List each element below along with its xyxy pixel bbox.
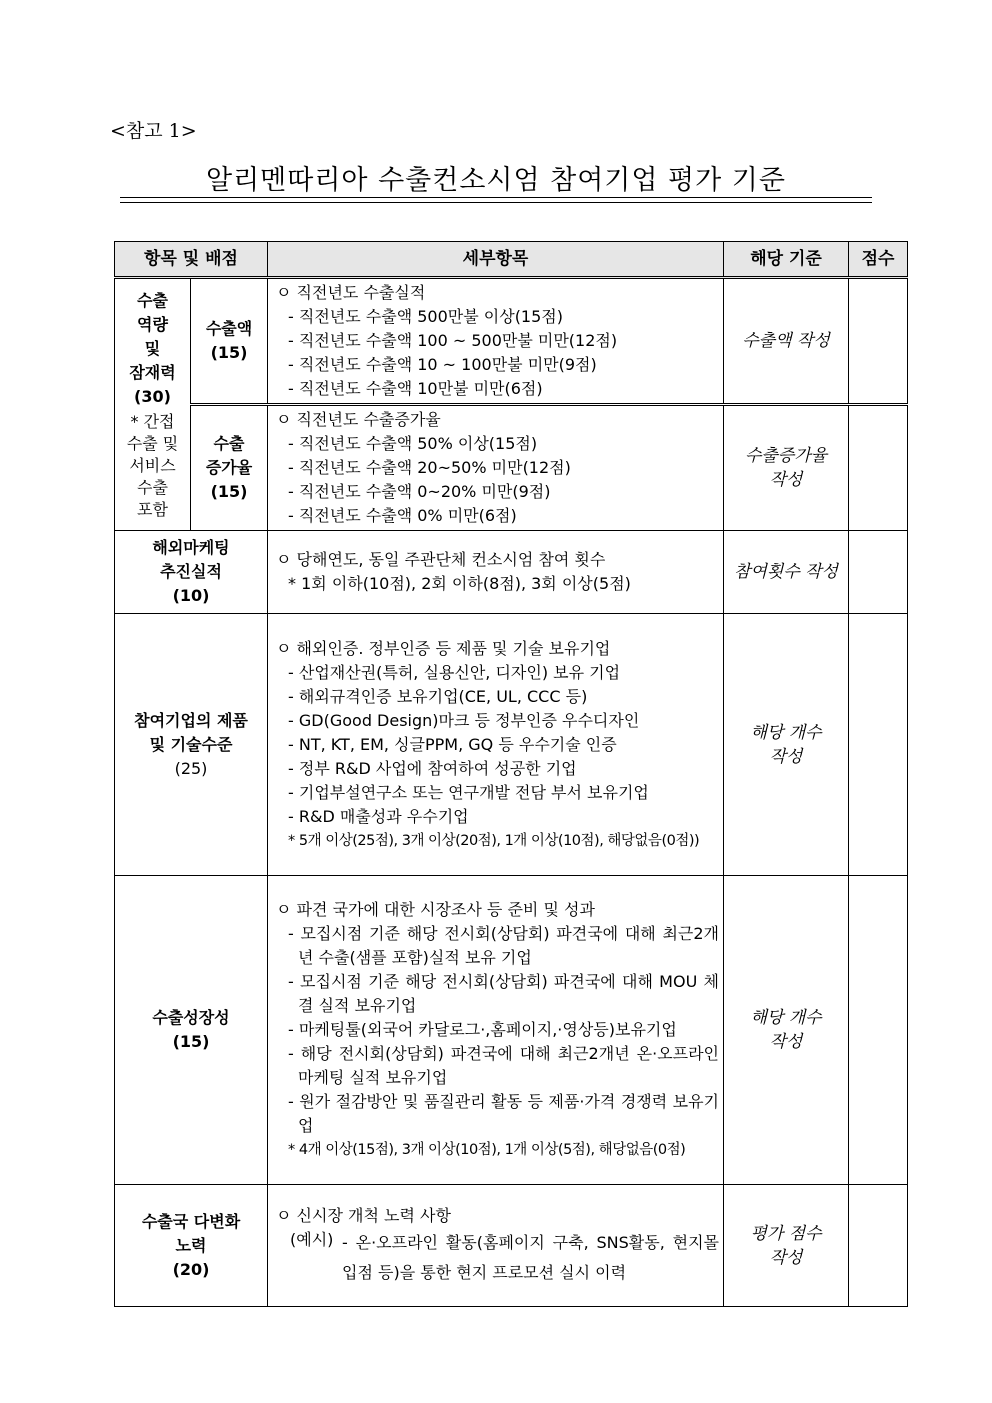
- detail-line: ㅇ 직전년도 수출실적: [276, 283, 426, 302]
- table-header-row: [115, 242, 908, 278]
- group-line: (20): [172, 1259, 210, 1279]
- detail-line: - 해당 전시회(상담회) 파견국에 대해 최근2개년 온·오프라인 마케팅 실적 보유기업: [288, 1044, 720, 1087]
- group-line: 및: [144, 338, 161, 358]
- table-row: [115, 278, 908, 405]
- score-cell[interactable]: [849, 614, 908, 876]
- document-title: 알리멘따리아 수출컨소시엄 참여기업 평가 기준: [206, 165, 786, 196]
- detail-cell: [268, 531, 724, 614]
- detail-line: - 직전년도 수출액 50% 이상(15점): [288, 434, 538, 453]
- sub-line: 수출액: [205, 319, 253, 338]
- group-cell-product-tech: [115, 614, 268, 876]
- detail-line: ㅇ 당해연도, 동일 주관단체 컨소시엄 참여 횟수: [276, 550, 606, 569]
- col-header-criterion: 해당 기준: [724, 242, 849, 278]
- table-row: [115, 531, 908, 614]
- criterion-line: 수출증가율: [744, 446, 828, 466]
- detail-line: - R&D 매출성과 우수기업: [288, 806, 469, 826]
- group-line: 수출: [137, 290, 168, 310]
- detail-line: - 모집시점 기준 해당 전시회(상담회) 파견국에 대해 최근2개년 수출(샘플 포함)실적 보유 기업: [288, 924, 720, 967]
- detail-line: - 직전년도 수출액 10만불 미만(6점): [288, 379, 543, 398]
- detail-line: - 직전년도 수출액 20~50% 미만(12점): [288, 458, 571, 477]
- score-cell[interactable]: [849, 531, 908, 614]
- criterion-line: 작성: [769, 1032, 803, 1052]
- sub-line: (15): [210, 482, 248, 501]
- sub-line: 증가율: [205, 458, 253, 477]
- detail-line: - 산업재산권(특허, 실용신안, 디자인) 보유 기업: [288, 662, 621, 682]
- group-line: 수출성장성: [152, 1008, 230, 1027]
- criterion-cell: [724, 876, 849, 1185]
- detail-cell: [268, 1185, 724, 1307]
- detail-cell: [268, 278, 724, 405]
- group-score: (25): [174, 758, 208, 778]
- criterion-line: 해당 개수: [750, 722, 822, 743]
- sub-line: (15): [210, 343, 248, 362]
- criterion-cell: [724, 531, 849, 614]
- example-block: [276, 1228, 719, 1288]
- group-cell-export-growth-potential: [115, 876, 268, 1185]
- detail-cell: [268, 876, 724, 1185]
- detail-line: - NT, KT, EM, 싱글PPM, GQ 등 우수기술 인증: [288, 734, 617, 754]
- group-line: 참여기업의 제품: [134, 710, 248, 730]
- detail-line: - 기업부설연구소 또는 연구개발 전담 부서 보유기업: [288, 782, 649, 802]
- title-underline: [120, 197, 872, 198]
- group-line: 추진실적: [160, 562, 222, 581]
- table-row: [115, 405, 908, 531]
- group-note-line: * 간접: [130, 411, 175, 431]
- group-line: 및 기술수준: [149, 734, 233, 754]
- group-line: 수출국 다변화: [141, 1211, 241, 1231]
- group-line: 역량: [137, 314, 168, 334]
- detail-line: ㅇ 파견 국가에 대한 시장조사 등 준비 및 성과: [276, 900, 595, 919]
- group-line: 잠재력: [129, 362, 176, 382]
- table-row: [115, 1185, 908, 1307]
- col-header-detail: 세부항목: [268, 242, 724, 278]
- group-note-line: 수출 및: [126, 433, 179, 453]
- detail-line: - 모집시점 기준 해당 전시회(상담회) 파견국에 대해 MOU 체결 실적 보유기업: [288, 972, 720, 1015]
- sub-line: 수출: [213, 434, 245, 453]
- group-note-line: 서비스: [129, 455, 176, 475]
- criterion-line: 해당 개수: [750, 1008, 822, 1028]
- group-line: 노력: [175, 1235, 207, 1255]
- sub-item-export-growth: [191, 405, 268, 531]
- evaluation-criteria-table: [114, 241, 908, 1307]
- group-line: (10): [172, 586, 210, 605]
- detail-line: - 직전년도 수출액 10 ~ 100만불 미만(9점): [288, 355, 597, 374]
- detail-line: - 직전년도 수출액 0% 미만(6점): [288, 506, 517, 525]
- group-note-line: 포함: [137, 499, 168, 519]
- criterion-line: 수출액 작성: [742, 331, 830, 351]
- criterion-cell: [724, 278, 849, 405]
- criterion-line: 작성: [769, 470, 803, 490]
- col-header-score: 점수: [849, 242, 908, 278]
- score-cell[interactable]: [849, 405, 908, 531]
- criterion-cell: [724, 614, 849, 876]
- detail-line: - 해외규격인증 보유기업(CE, UL, CCC 등): [288, 686, 588, 706]
- detail-line: ㅇ 해외인증. 정부인증 등 제품 및 기술 보유기업: [276, 638, 611, 658]
- score-cell[interactable]: [849, 876, 908, 1185]
- criterion-line: 작성: [769, 1247, 803, 1268]
- detail-cell: [268, 614, 724, 876]
- example-key: (예시): [290, 1229, 334, 1249]
- detail-line: * 5개 이상(25점), 3개 이상(20점), 1개 이상(10점), 해당없음(0점)): [288, 832, 700, 849]
- group-note-line: 수출: [137, 477, 168, 497]
- detail-cell: [268, 405, 724, 531]
- detail-line: ㅇ 신시장 개척 노력 사항: [276, 1205, 451, 1225]
- table-row: [115, 614, 908, 876]
- detail-line: - 정부 R&D 사업에 참여하여 성공한 기업: [288, 758, 577, 778]
- score-cell[interactable]: [849, 1185, 908, 1307]
- group-line: 해외마케팅: [152, 538, 230, 557]
- example-text: - 온·오프라인 활동(홈페이지 구축, SNS활동, 현지몰 입점 등)을 통한 현지 프로모션 실시 이력: [342, 1232, 720, 1282]
- detail-line: - 직전년도 수출액 0~20% 미만(9점): [288, 482, 551, 501]
- title-underline-second: [120, 202, 872, 203]
- detail-line: - 직전년도 수출액 100 ~ 500만불 미만(12점): [288, 331, 618, 350]
- detail-line: - 마케팅툴(외국어 카달로그·,홈페이지,·영상등)보유기업: [288, 1020, 677, 1039]
- detail-line: * 1회 이하(10점), 2회 이하(8점), 3회 이상(5점): [288, 574, 631, 593]
- criterion-line: 작성: [769, 746, 803, 767]
- group-line: (30): [134, 386, 171, 406]
- reference-label: <참고 1>: [110, 120, 197, 142]
- criterion-line: 평가 점수: [750, 1223, 822, 1244]
- detail-line: - 직전년도 수출액 500만불 이상(15점): [288, 307, 563, 326]
- group-line: (15): [172, 1032, 210, 1051]
- detail-line: - 원가 절감방안 및 품질관리 활동 등 제품·가격 경쟁력 보유기업: [288, 1092, 720, 1135]
- group-cell-market-diversification: [115, 1185, 268, 1307]
- detail-line: - GD(Good Design)마크 등 정부인증 우수디자인: [288, 710, 640, 730]
- table-row: [115, 876, 908, 1185]
- criterion-cell: [724, 405, 849, 531]
- detail-line: * 4개 이상(15점), 3개 이상(10점), 1개 이상(5점), 해당없음(0점): [288, 1142, 686, 1158]
- group-cell-export-capacity: [115, 278, 191, 531]
- group-cell-overseas-marketing: [115, 531, 268, 614]
- score-cell[interactable]: [849, 278, 908, 405]
- col-header-item: 항목 및 배점: [115, 242, 268, 278]
- criterion-line: 참여횟수 작성: [734, 562, 838, 582]
- detail-line: ㅇ 직전년도 수출증가율: [276, 410, 441, 429]
- criterion-cell: [724, 1185, 849, 1307]
- sub-item-export-amount: [191, 278, 268, 405]
